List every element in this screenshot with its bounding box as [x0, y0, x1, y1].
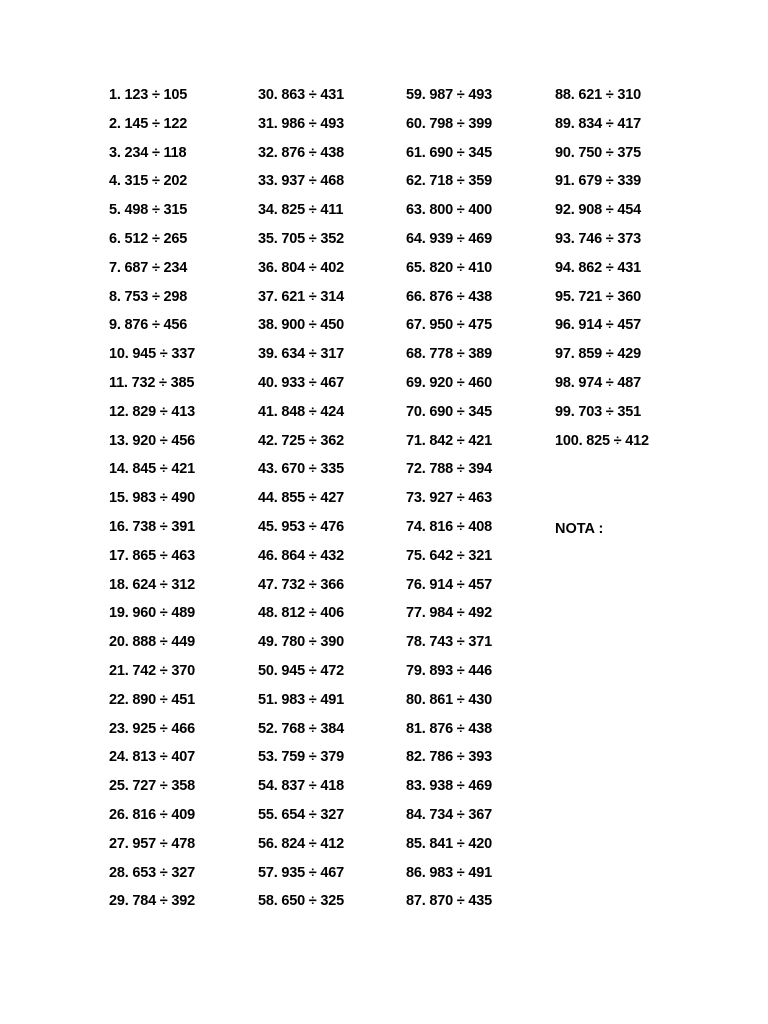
problem-item: 94. 862 ÷ 431 — [555, 259, 641, 276]
problem-item: 62. 718 ÷ 359 — [406, 173, 492, 190]
problem-item: 3. 234 ÷ 118 — [109, 144, 187, 161]
problem-item: 27. 957 ÷ 478 — [109, 835, 195, 852]
problem-item: 77. 984 ÷ 492 — [406, 605, 492, 622]
problem-item: 67. 950 ÷ 475 — [406, 317, 492, 334]
problem-item: 59. 987 ÷ 493 — [406, 87, 492, 103]
problem-item: 5. 498 ÷ 315 — [109, 202, 188, 219]
problem-item: 75. 642 ÷ 321 — [406, 547, 492, 564]
problem-item: 9. 876 ÷ 456 — [109, 317, 188, 334]
problem-item: 8. 753 ÷ 298 — [109, 288, 188, 305]
problem-item: 37. 621 ÷ 314 — [258, 288, 344, 305]
problem-item: 44. 855 ÷ 427 — [258, 490, 344, 507]
problem-item: 1. 123 ÷ 105 — [109, 87, 188, 103]
problem-item: 24. 813 ÷ 407 — [109, 749, 195, 766]
problem-item: 14. 845 ÷ 421 — [109, 461, 195, 478]
problem-item: 98. 974 ÷ 487 — [555, 374, 641, 391]
problem-item: 15. 983 ÷ 490 — [109, 490, 195, 507]
problem-item: 70. 690 ÷ 345 — [406, 403, 492, 420]
problem-item: 97. 859 ÷ 429 — [555, 346, 641, 363]
problem-item: 25. 727 ÷ 358 — [109, 778, 195, 795]
problem-item: 20. 888 ÷ 449 — [109, 634, 195, 651]
problem-item: 82. 786 ÷ 393 — [406, 749, 492, 766]
problem-item: 69. 920 ÷ 460 — [406, 374, 492, 391]
problem-item: 88. 621 ÷ 310 — [555, 87, 641, 103]
problem-item: 12. 829 ÷ 413 — [109, 403, 195, 420]
problem-item: 89. 834 ÷ 417 — [555, 115, 641, 132]
problem-item: 28. 653 ÷ 327 — [109, 864, 195, 881]
problem-item: 84. 734 ÷ 367 — [406, 806, 492, 823]
problem-item: 92. 908 ÷ 454 — [555, 202, 641, 219]
problem-column-4 — [555, 85, 705, 459]
problem-item: 93. 746 ÷ 373 — [555, 230, 641, 247]
problem-item: 39. 634 ÷ 317 — [258, 346, 344, 363]
problem-item: 72. 788 ÷ 394 — [406, 461, 492, 478]
problem-item: 16. 738 ÷ 391 — [109, 518, 195, 535]
problem-item: 95. 721 ÷ 360 — [555, 288, 641, 305]
problem-item: 18. 624 ÷ 312 — [109, 576, 195, 593]
nota-label: NOTA : — [555, 521, 604, 537]
problem-item: 60. 798 ÷ 399 — [406, 115, 492, 132]
problem-item: 74. 816 ÷ 408 — [406, 518, 492, 535]
problem-item: 86. 983 ÷ 491 — [406, 864, 492, 881]
problem-item: 30. 863 ÷ 431 — [258, 87, 344, 103]
problem-item: 100. 825 ÷ 412 — [555, 432, 649, 449]
problem-item: 90. 750 ÷ 375 — [555, 144, 641, 161]
problem-item: 54. 837 ÷ 418 — [258, 778, 344, 795]
problem-item: 19. 960 ÷ 489 — [109, 605, 195, 622]
problem-item: 26. 816 ÷ 409 — [109, 806, 195, 823]
problem-item: 55. 654 ÷ 327 — [258, 806, 344, 823]
problem-item: 42. 725 ÷ 362 — [258, 432, 344, 449]
problem-item: 40. 933 ÷ 467 — [258, 374, 344, 391]
problem-column-1 — [109, 85, 259, 920]
problem-item: 6. 512 ÷ 265 — [109, 230, 188, 247]
problem-item: 65. 820 ÷ 410 — [406, 259, 492, 276]
problem-item: 2. 145 ÷ 122 — [109, 115, 188, 132]
problem-item: 76. 914 ÷ 457 — [406, 576, 492, 593]
problem-item: 10. 945 ÷ 337 — [109, 346, 195, 363]
problem-item: 31. 986 ÷ 493 — [258, 115, 344, 132]
problem-item: 85. 841 ÷ 420 — [406, 835, 492, 852]
problem-item: 99. 703 ÷ 351 — [555, 403, 641, 420]
problem-item: 47. 732 ÷ 366 — [258, 576, 344, 593]
problem-item: 83. 938 ÷ 469 — [406, 778, 492, 795]
problem-item: 21. 742 ÷ 370 — [109, 662, 195, 679]
problem-item: 57. 935 ÷ 467 — [258, 864, 344, 881]
problem-item: 49. 780 ÷ 390 — [258, 634, 344, 651]
problem-item: 50. 945 ÷ 472 — [258, 662, 344, 679]
problem-item: 58. 650 ÷ 325 — [258, 893, 344, 910]
problem-item: 41. 848 ÷ 424 — [258, 403, 344, 420]
problem-item: 4. 315 ÷ 202 — [109, 173, 188, 190]
problem-item: 52. 768 ÷ 384 — [258, 720, 344, 737]
problem-item: 38. 900 ÷ 450 — [258, 317, 344, 334]
problem-item: 53. 759 ÷ 379 — [258, 749, 344, 766]
problem-item: 68. 778 ÷ 389 — [406, 346, 492, 363]
problem-item: 29. 784 ÷ 392 — [109, 893, 195, 910]
problem-item: 91. 679 ÷ 339 — [555, 173, 641, 190]
problem-item: 34. 825 ÷ 411 — [258, 202, 344, 219]
problem-item: 7. 687 ÷ 234 — [109, 259, 188, 276]
problem-item: 87. 870 ÷ 435 — [406, 893, 492, 910]
problem-item: 45. 953 ÷ 476 — [258, 518, 344, 535]
problem-column-3 — [406, 85, 556, 920]
problem-item: 23. 925 ÷ 466 — [109, 720, 195, 737]
problem-item: 35. 705 ÷ 352 — [258, 230, 344, 247]
problem-item: 43. 670 ÷ 335 — [258, 461, 344, 478]
problem-item: 66. 876 ÷ 438 — [406, 288, 492, 305]
problem-item: 73. 927 ÷ 463 — [406, 490, 492, 507]
problem-item: 96. 914 ÷ 457 — [555, 317, 641, 334]
problem-column-2 — [258, 85, 408, 920]
problem-item: 61. 690 ÷ 345 — [406, 144, 492, 161]
problem-item: 51. 983 ÷ 491 — [258, 691, 344, 708]
problem-item: 79. 893 ÷ 446 — [406, 662, 492, 679]
problem-item: 46. 864 ÷ 432 — [258, 547, 344, 564]
problem-item: 81. 876 ÷ 438 — [406, 720, 492, 737]
problem-item: 71. 842 ÷ 421 — [406, 432, 492, 449]
problem-item: 48. 812 ÷ 406 — [258, 605, 344, 622]
problem-item: 32. 876 ÷ 438 — [258, 144, 344, 161]
problem-item: 63. 800 ÷ 400 — [406, 202, 492, 219]
problem-item: 36. 804 ÷ 402 — [258, 259, 344, 276]
problem-item: 11. 732 ÷ 385 — [109, 374, 195, 391]
problem-item: 13. 920 ÷ 456 — [109, 432, 195, 449]
problem-item: 78. 743 ÷ 371 — [406, 634, 492, 651]
problem-item: 80. 861 ÷ 430 — [406, 691, 492, 708]
problem-item: 64. 939 ÷ 469 — [406, 230, 492, 247]
problem-item: 17. 865 ÷ 463 — [109, 547, 195, 564]
problem-item: 33. 937 ÷ 468 — [258, 173, 344, 190]
problem-item: 56. 824 ÷ 412 — [258, 835, 344, 852]
problem-item: 22. 890 ÷ 451 — [109, 691, 195, 708]
